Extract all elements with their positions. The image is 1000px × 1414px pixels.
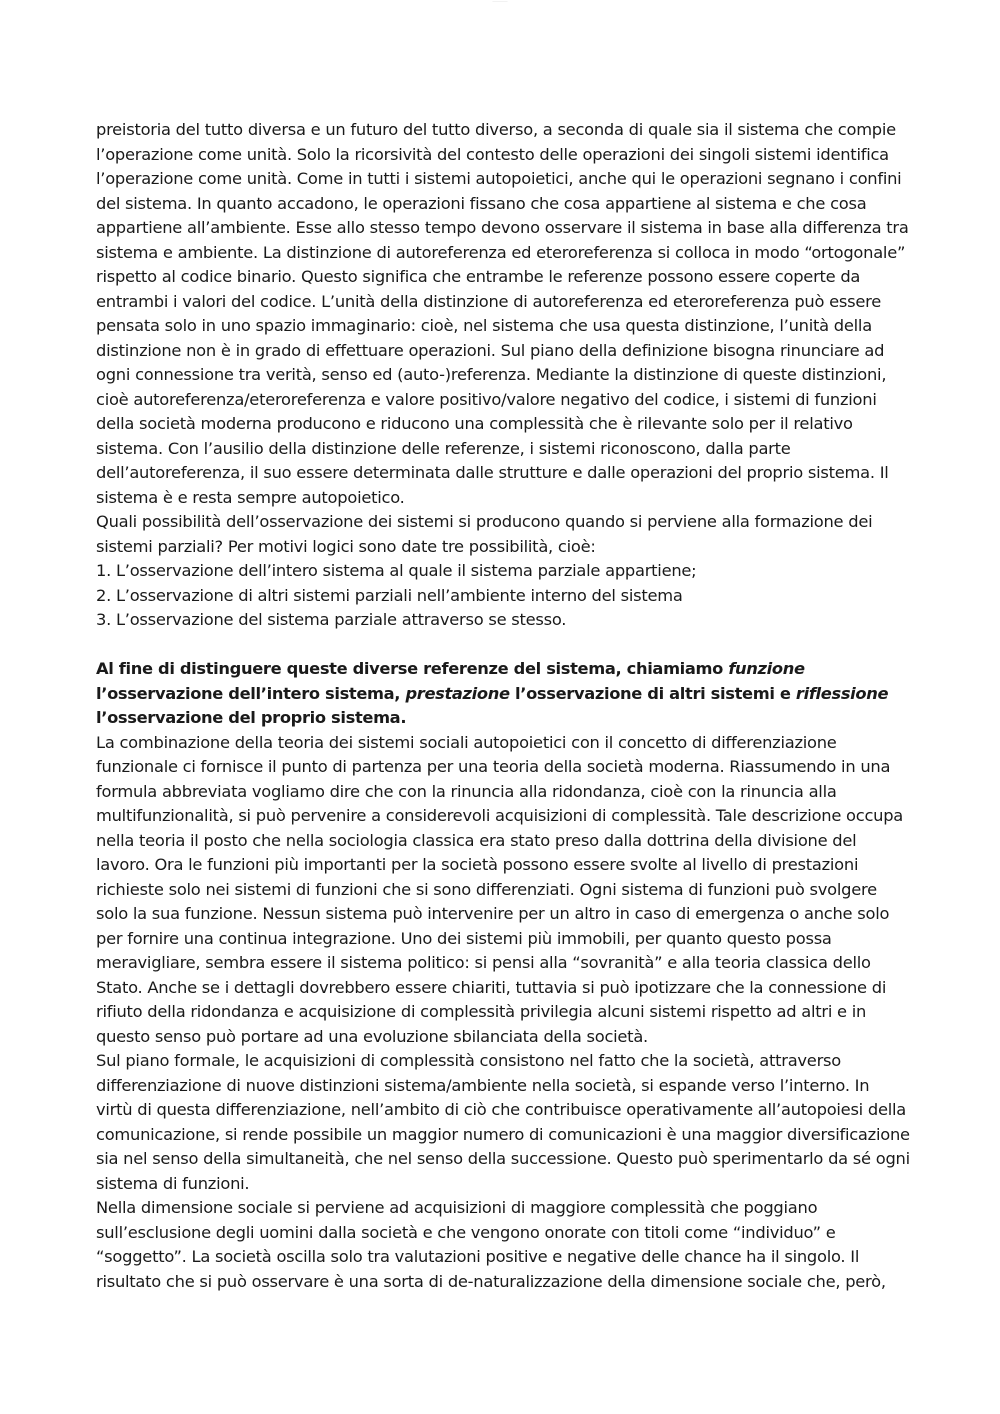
- term-funzione: funzione: [728, 659, 805, 678]
- definition-paragraph: [96, 657, 910, 731]
- paragraph-2: Quali possibilità dell’osservazione dei sistemi si producono quando si perviene alla formazione dei sistemi parziali? Per motivi logici sono date tre possibilità, cioè:: [96, 512, 873, 556]
- term-prestazione: prestazione: [405, 683, 510, 703]
- paragraph-1: preistoria del tutto diversa e un futuro del tutto diverso, a seconda di quale sia il sistema che compie l’operazione come unità. Solo la ricorsività del contesto delle operazioni dei singoli sistemi identifica l’operazione come unità. Come in tutti i sistemi autopoietici, anche qui le operazioni segnano i confini del sistema. In quanto accadono, le operazioni fissano che cosa appartiene al sistema e che cosa appartiene all’ambiente. Esse allo stesso tempo devono osservare il sistema in base alla differenza tra sistema e ambiente. La distinzione di autoreferenza ed eteroreferenza si colloca in modo “ortogonale” rispetto al codice binario. Questo significa che entrambe le referenze possono essere coperte da entrambi i valori del codice. L’unità della distinzione di autoreferenza ed eteroreferenza può essere pensata solo in uno spazio immaginario: cioè, nel sistema che usa questa distinzione, l’unità della distinzione non è in grado di effettuare operazioni. Sul piano della definizione bisogna rinunciare ad ogni connessione tra verità, senso ed (auto-)referenza. Mediante la distinzione di queste distinzioni, cioè autoreferenza/eteroreferenza e valore positivo/valore negativo del codice, i sistemi di funzioni della società moderna producono e riducono una complessità che è rilevante solo per il relativo sistema. Con l’ausilio della distinzione delle referenze, i sistemi riconoscono, dalla parte dell’autoreferenza, il suo essere determinata dalle strutture e dalle operazioni del proprio sistema. Il sistema è e resta sempre autopoietico.: [96, 120, 909, 507]
- definition-text: l’osservazione del proprio sistema.: [96, 708, 407, 727]
- blank-line: [96, 633, 910, 658]
- paragraph-5: Nella dimensione sociale si perviene ad acquisizioni di maggiore complessità che poggiano sull’esclusione degli uomini dalla società e che vengono onorate con titoli come “individuo” e “soggetto”. La società oscilla solo tra valutazioni positive e negative delle chance ha il singolo. Il risultato che si può osservare è una sorta di de-naturalizzazione della dimensione sociale che, però,: [96, 1198, 886, 1291]
- list-item: 3. L’osservazione del sistema parziale attraverso se stesso.: [96, 610, 567, 629]
- term-riflessione: riflessione: [795, 683, 889, 703]
- paragraph-4: Sul piano formale, le acquisizioni di complessità consistono nel fatto che la società, attraverso differenziazione di nuove distinzioni sistema/ambiente nella società, si espande verso l’interno. In virtù di questa differenziazione, nell’ambito di ciò che contribuisce operativamente all’autopoiesi della comunicazione, si rende possibile un maggior numero di comunicazioni è una maggior diversificazione sia nel senso della simultaneità, che nel senso della successione. Questo può sperimentarlo da sé ogni sistema di funzioni.: [96, 1051, 910, 1193]
- document-body: [96, 118, 910, 1294]
- list-item: 2. L’osservazione di altri sistemi parziali nell’ambiente interno del sistema: [96, 585, 683, 605]
- list-item: 1. L’osservazione dell’intero sistema al quale il sistema parziale appartiene;: [96, 561, 697, 580]
- header-mark: ……………: [492, 0, 508, 3]
- definition-text: l’osservazione dell’intero sistema,: [96, 683, 406, 703]
- paragraph-3: La combinazione della teoria dei sistemi sociali autopoietici con il concetto di differenziazione funzionale ci fornisce il punto di partenza per una teoria della società moderna. Riassumendo in una formula abbreviata vogliamo dire che con la rinuncia alla ridondanza, cioè con la rinuncia alla multifunzionalità, si può pervenire a considerevoli acquisizioni di complessità. Tale descrizione occupa nella teoria il posto che nella sociologia classica era stato preso dalla dottrina della divisione del lavoro. Ora le funzioni più importanti per la società possono essere svolte al livello di prestazioni richieste solo nei sistemi di funzioni che si sono differenziati. Ogni sistema di funzioni può svolgere solo la sua funzione. Nessun sistema può intervenire per un altro in caso di emergenza o anche solo per fornire una continua integrazione. Uno dei sistemi più immobili, per quanto questo possa meravigliare, sembra essere il sistema politico: si pensi alla “sovranità” e alla teoria classica dello Stato. Anche se i dettagli dovrebbero essere chiariti, tuttavia si può ipotizzare che la connessione di rifiuto della ridondanza e acquisizione di complessità privilegia alcuni sistemi rispetto ad altri e in questo senso può portare ad una evoluzione sbilanciata della società.: [96, 732, 904, 1046]
- definition-text: l’osservazione di altri sistemi e: [509, 683, 796, 703]
- definition-text: Al fine di distinguere queste diverse referenze del sistema, chiamiamo: [96, 659, 729, 678]
